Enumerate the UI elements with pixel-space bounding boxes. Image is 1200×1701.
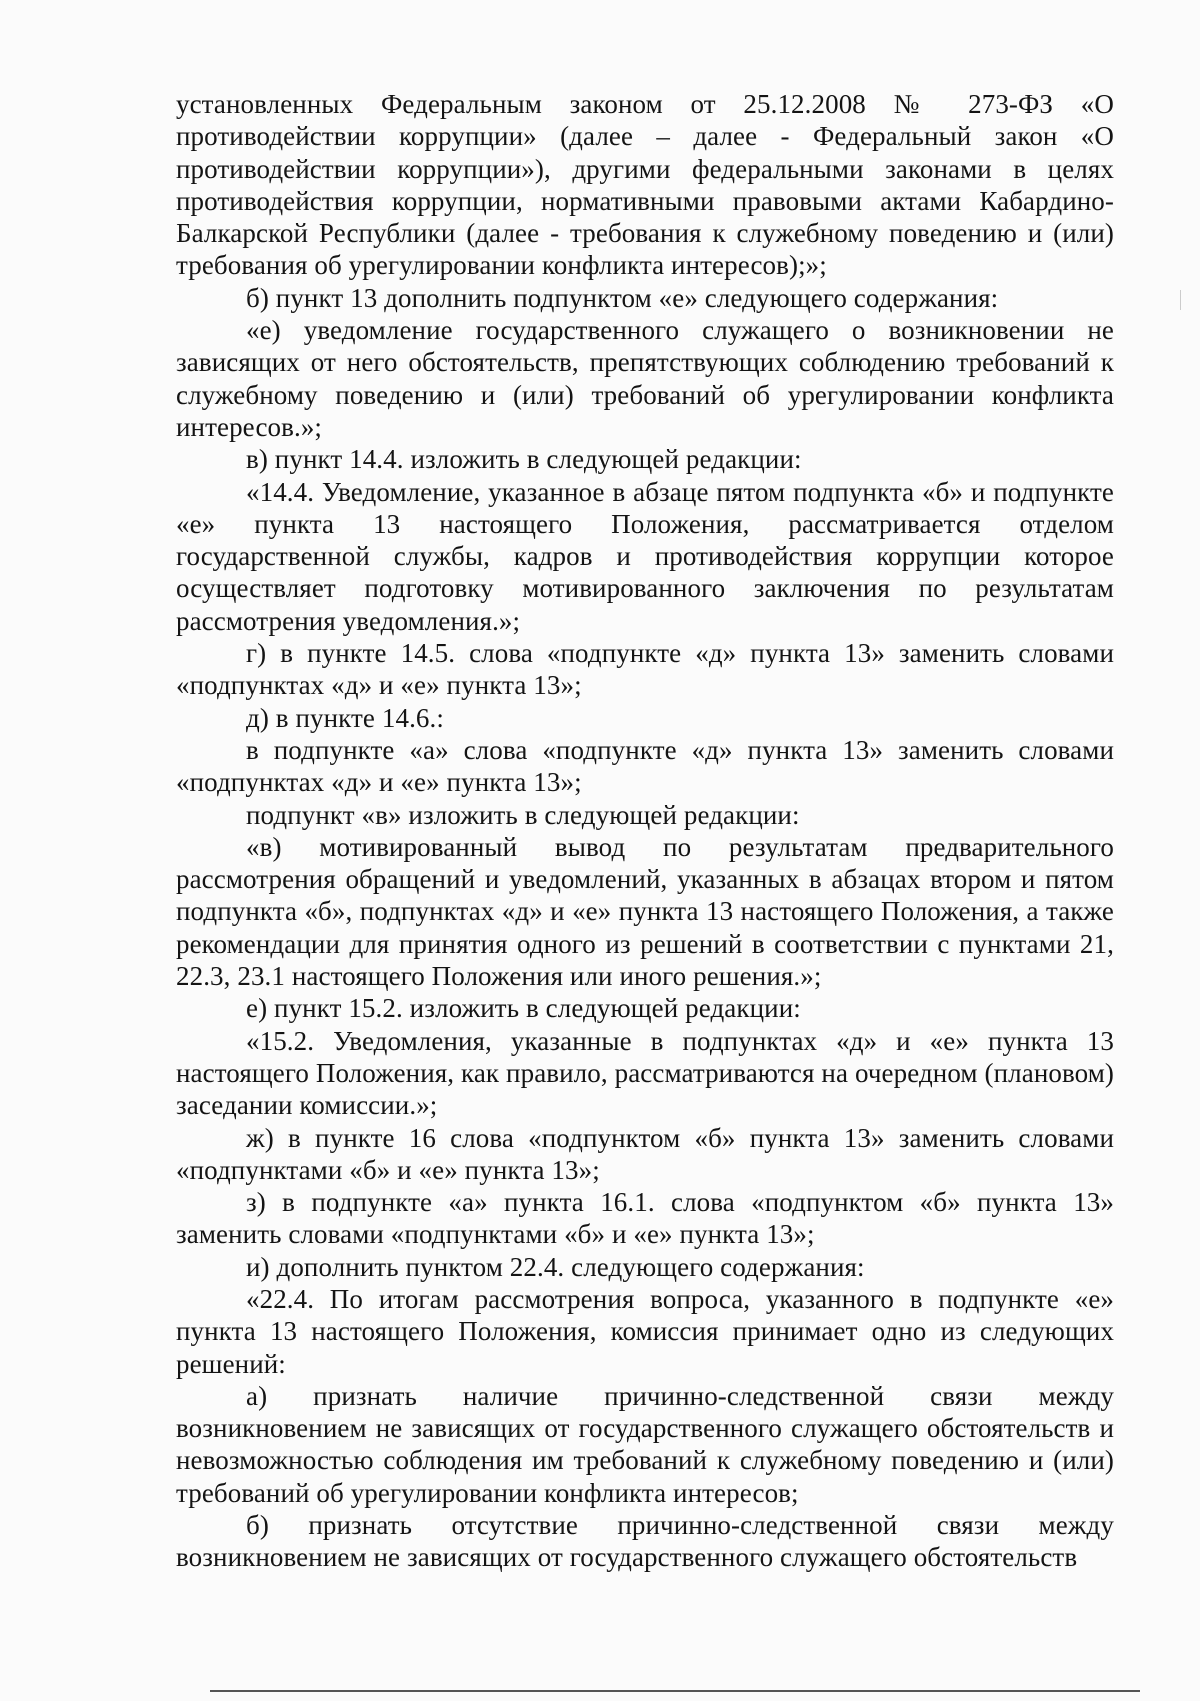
paragraph-quote-v: «в) мотивированный вывод по результатам предварительного рассмотрения обращений и уведомлений, указанных в абзацах втором и пятом подпункта «б», подпунктах «д» и «е» пункта 13 настоящего Положения, а также рекомендации для принятия одного из решений в соответствии с пунктами 21, 22.3, 23.1 настоящего Положения или иного решения.»; (176, 831, 1114, 992)
paragraph-item-d: д) в пункте 14.6.: (246, 702, 444, 733)
paragraph-item-z: з) в подпункте «а» пункта 16.1. слова «подпунктом «б» пункта 13» заменить словами «подпунктами «б» и «е» пункта 13»; (176, 1187, 1114, 1250)
paragraph-item-e: е) пункт 15.2. изложить в следующей редакции: (246, 993, 801, 1024)
paragraph-item-v: в) пункт 14.4. изложить в следующей редакции: (246, 444, 802, 475)
paragraph-item-g: г) в пункте 14.5. слова «подпункте «д» пункта 13» заменить словами «подпунктах «д» и «е» пункта 13»; (176, 638, 1114, 701)
paragraph-item-b: б) пункт 13 дополнить подпунктом «е» следующего содержания: (246, 282, 999, 313)
paragraph-quote-22-4: «22.4. По итогам рассмотрения вопроса, указанного в подпункте «е» пункта 13 настоящего Положения, комиссия принимает одно из следующих решений: (176, 1283, 1114, 1379)
paragraph-item-i: и) дополнить пунктом 22.4. следующего содержания: (246, 1251, 865, 1282)
paragraph-quote-e: «е) уведомление государственного служащего о возникновении не зависящих от него обстоятельств, препятствующих соблюдению требований к служебному поведению и (или) требований об урегулировании конфликта интересов.»; (176, 315, 1114, 442)
paragraph-decision-b: б) признать отсутствие причинно-следственной связи между возникновением не зависящих от государственного служащего обстоятельств (176, 1510, 1114, 1573)
scan-edge-mark (1180, 290, 1181, 310)
paragraph-quote-14-4: «14.4. Уведомление, указанное в абзаце пятом подпункта «б» и подпункте «е» пункта 13 настоящего Положения, рассматривается отделом государственной службы, кадров и противодействия коррупции которое осуществляет подготовку мотивированного заключения по результатам рассмотрения уведомления.»; (176, 476, 1114, 636)
document-body (176, 88, 1114, 1574)
paragraph-decision-a: а) признать наличие причинно-следственной связи между возникновением не зависящих от государственного служащего обстоятельств и невозможностью соблюдения им требований к служебному поведению и (или) требований об урегулировании конфликта интересов; (176, 1380, 1114, 1508)
paragraph-item-zh: ж) в пункте 16 слова «подпунктом «б» пункта 13» заменить словами «подпунктами «б» и «е» пункта 13»; (176, 1122, 1114, 1185)
paragraph-subitem-a: в подпункте «а» слова «подпункте «д» пункта 13» заменить словами «подпунктах «д» и «е» пункта 13»; (176, 734, 1114, 798)
paragraph-subitem-v: подпункт «в» изложить в следующей редакции: (246, 799, 800, 830)
page-bottom-rule (210, 1690, 1140, 1692)
paragraph-continuation: установленных Федеральным законом от 25.12.2008 № 273-ФЗ «О противодействии коррупции» (далее – далее - Федеральный закон «О противодействии коррупции»), другими федеральными законами в целях противодействия коррупции, нормативными правовыми актами Кабардино-Балкарской Республики (далее - требования к служебному поведению и (или) требования об урегулировании конфликта интересов);»; (176, 89, 1114, 281)
paragraph-quote-15-2: «15.2. Уведомления, указанные в подпунктах «д» и «е» пункта 13 настоящего Положения, как правило, рассматриваются на очередном (плановом) заседании комиссии.»; (176, 1025, 1114, 1121)
